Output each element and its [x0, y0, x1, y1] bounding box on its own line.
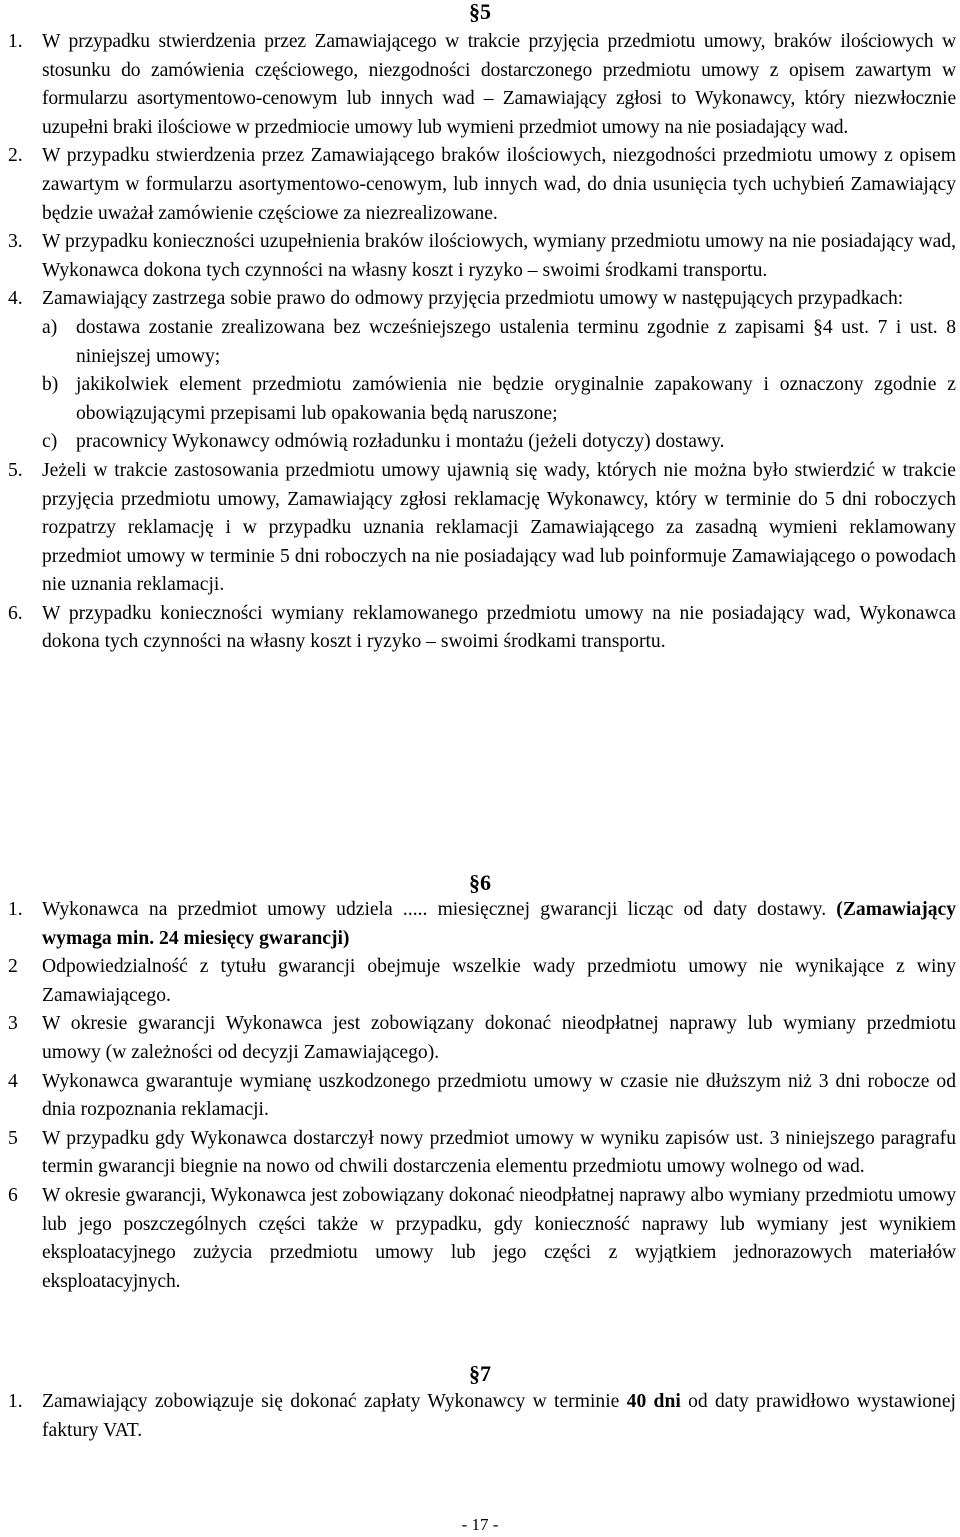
s6-item-6 [8, 1182, 956, 1296]
item-text: Jeżeli w trakcie zastosowania przedmiotu umowy ujawnią się wady, których nie można było stwierdzić w trakcie przyjęcia przedmiotu umowy, Zamawiający zgłosi reklamację Wykonawcy, który w terminie do 5 dni roboczych rozpatrzy reklamację i w przypadku uznania reklamacji Zamawiającego za zasadną wymieni reklamowany przedmiot umowy w terminie 5 dni roboczych na nie posiadający wad lub poinformuje Zamawiającego o powodach nie uznania reklamacji. [42, 459, 956, 596]
item-text [42, 1388, 956, 1445]
item-text-bold: 40 dni [626, 1391, 681, 1412]
s6-item-4 [8, 1068, 956, 1125]
item-number: 6 [8, 1184, 18, 1206]
s5-item-5 [8, 457, 956, 600]
item-text: W przypadku stwierdzenia przez Zamawiającego braków ilościowych, niezgodności przedmiotu umowy z opisem zawartym w formularzu asortymentowo-cenowym, lub innych wad, do dnia usunięcia tych uchybień Zamawiający będzie uważał zamówienie częściowe za niezrealizowane. [42, 145, 956, 224]
item-number: 5 [8, 1127, 18, 1149]
page-number: - 17 - [461, 1515, 499, 1534]
item-number: 4 [8, 1070, 18, 1092]
sub-label: a) [42, 316, 58, 338]
s5-item-2 [8, 142, 956, 228]
section-7-body [8, 1388, 956, 1445]
s6-item-1 [8, 896, 956, 953]
s6-item-5 [8, 1125, 956, 1182]
item-text-post: od daty prawidłowo wystawionej faktury VAT. [42, 1391, 956, 1441]
item-number: 4. [8, 288, 23, 310]
s5-item-1 [8, 28, 956, 142]
item-text-bold: (Zamawiający wymaga min. 24 miesięcy gwarancji) [42, 899, 957, 949]
s6-item-3 [8, 1010, 956, 1067]
item-text: Odpowiedzialność z tytułu gwarancji obejmuje wszelkie wady przedmiotu umowy nie wynikające z winy Zamawiającego. [42, 956, 956, 1006]
s5-item-4-a [42, 314, 956, 371]
section-5-heading: §5 [469, 0, 491, 24]
item-number: 2 [8, 956, 18, 978]
s5-item-4-b [42, 371, 956, 428]
item-text: W przypadku konieczności wymiany reklamowanego przedmiotu umowy na nie posiadający wad, Wykonawca dokona tych czynności na własny koszt i ryzyko – swoimi środkami transportu. [42, 602, 956, 653]
sub-label: b) [42, 374, 59, 396]
item-text: W przypadku konieczności uzupełnienia braków ilościowych, wymiany przedmiotu umowy na nie posiadający wad, Wykonawca dokona tych czynności na własny koszt i ryzyko – swoimi środkami transportu. [42, 231, 956, 281]
s6-item-2 [8, 953, 956, 1010]
item-number: 1. [8, 1391, 23, 1412]
item-text-pre: Zamawiający zobowiązuje się dokonać zapłaty Wykonawcy w terminie [42, 1391, 620, 1412]
item-text: W okresie gwarancji Wykonawca jest zobowiązany dokonać nieodpłatnej naprawy lub wymiany przedmiotu umowy (w zależności od decyzji Zamawiającego). [42, 1013, 956, 1063]
sub-label: c) [42, 431, 58, 453]
item-text: W przypadku gdy Wykonawca dostarczył nowy przedmiot umowy w wyniku zapisów ust. 3 niniejszego paragrafu termin gwarancji biegnie na nowo od chwili dostarczenia elementu przedmiotu umowy wolnego od wad. [42, 1127, 956, 1178]
sub-text: pracownicy Wykonawcy odmówią rozładunku i montażu (jeżeli dotyczy) dostawy. [76, 431, 725, 453]
item-text: Wykonawca gwarantuje wymianę uszkodzonego przedmiotu umowy w czasie nie dłuższym niż 3 dni robocze od dnia rozpoznania reklamacji. [42, 1070, 956, 1121]
item-text-plain: Wykonawca na przedmiot umowy udziela ..... miesięcznej gwarancji licząc od daty dostawy. [42, 899, 827, 920]
s5-item-3 [8, 228, 956, 285]
section-7-heading: §7 [469, 1361, 491, 1386]
sub-text: dostawa zostanie zrealizowana bez wcześniejszego ustalenia terminu zgodnie z zapisami §4 ust. 7 i ust. 8 niniejszej umowy; [76, 316, 956, 367]
s7-item-1 [8, 1388, 956, 1445]
item-number: 5. [8, 459, 23, 481]
item-body [42, 285, 956, 457]
item-number: 3. [8, 231, 23, 253]
item-number: 1. [8, 31, 23, 52]
s5-item-4-c [42, 428, 956, 457]
item-text: W przypadku stwierdzenia przez Zamawiającego w trakcie przyjęcia przedmiotu umowy, braków ilościowych w stosunku do zamówienia częściowego, niezgodności dostarczonego przedmiotu umowy z opisem zawartym w formularzu asortymentowo-cenowym lub innych wad – Zamawiający zgłosi to Wykonawcy, który niezwłocznie uzupełni braki ilościowe w przedmiocie umowy lub wymieni przedmiot umowy na nie posiadający wad. [42, 31, 956, 138]
section-6-heading: §6 [469, 870, 491, 895]
item-number: 6. [8, 602, 23, 624]
item-text: Zamawiający zastrzega sobie prawo do odmowy przyjęcia przedmiotu umowy w następujących przypadkach: [42, 288, 904, 310]
item-number: 2. [8, 145, 23, 167]
sub-text: jakikolwiek element przedmiotu zamówienia nie będzie oryginalnie zapakowany i oznaczony zgodnie z obowiązującymi przepisami lub opakowania będą naruszone; [76, 374, 956, 424]
s5-item-6 [8, 600, 956, 657]
s5-item-4 [8, 285, 956, 457]
section-6-body [8, 896, 956, 1296]
item-number: 1. [8, 899, 23, 920]
item-text: W okresie gwarancji, Wykonawca jest zobowiązany dokonać nieodpłatnej naprawy albo wymiany przedmiotu umowy lub jego poszczególnych części także w przypadku, gdy konieczność naprawy lub wymiany jest wynikiem eksploatacyjnego zużycia przedmiotu umowy lub jego części z wyjątkiem jednorazowych materiałów eksploatacyjnych. [42, 1184, 956, 1292]
section-5-body [8, 28, 956, 657]
item-number: 3 [8, 1013, 18, 1035]
item-text [42, 896, 956, 953]
